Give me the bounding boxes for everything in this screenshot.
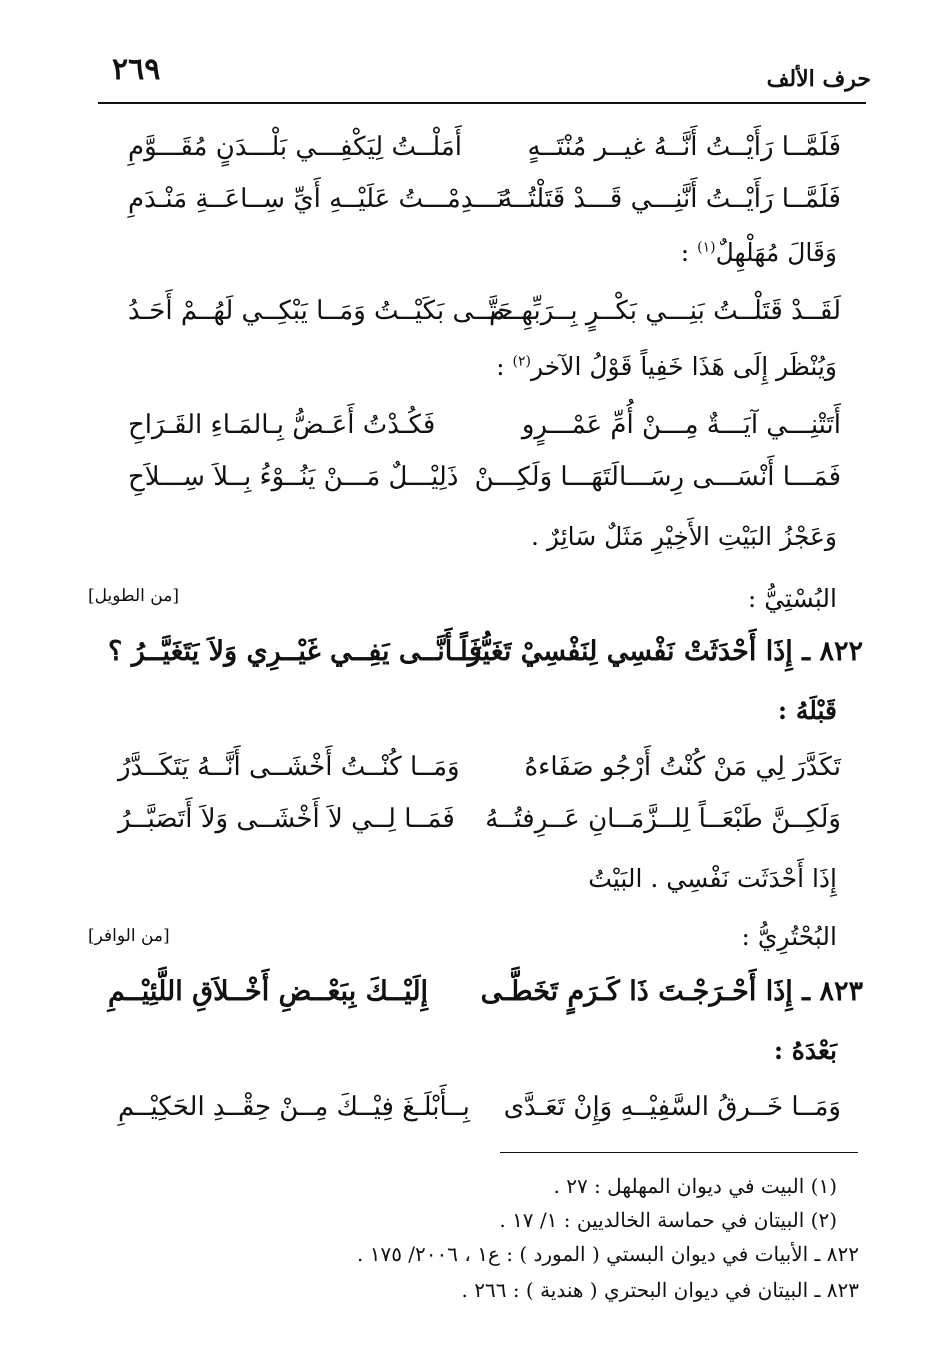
verse-6-second-hemistich: وَمَــا كُنْــتُ أَخْشَــى أَنَّــهُ يَتَكَــدَّرُ (118, 752, 460, 782)
footnote-ref-1: (١) (697, 239, 716, 256)
verse-5-second-hemistich: ذَلِيْـــلٌ مَـــنْ يَنُــوْءُ بِــلاَ سِـــلاَحِ (128, 462, 459, 492)
intro-other-poet-text: وَيُنْظَر إِلَى هَذَا خَفِياً قَوْلُ الآخر (530, 352, 837, 381)
footnote-rule (500, 1152, 858, 1153)
verse-822-first-hemistich: ٨٢٢ ـ إِذَا أَحْدَثَتْ نَفْسِي لِنَفْسِيْ تَغَيُّرَاً (460, 636, 863, 667)
before-label: قَبْلَهُ : (777, 696, 837, 725)
intro-other-poet-colon: : (496, 352, 513, 381)
verse-3-first-hemistich: لَقَــدْ قَتَلْــتُ بَنِـــي بَكْــرٍ بِــرَبِّهِــم (488, 296, 841, 326)
verse-8-second-hemistich: بِــأَبْلَـغَ فِيْــكَ مِــنْ حِقْــدِ الحَكِيْــمِ (118, 1092, 470, 1122)
poet-bustti-label: البُسْتِيُّ : (747, 584, 837, 613)
verse-7-first-hemistich: وَلَكِــنَّ طَبْعَــاً لِلــزَّمَــانِ عَــرِفتُــهُ (485, 804, 841, 834)
verse-822-second-hemistich: فَــأَنَّــى يَفِــي غَيْــرِي وَلاَ يَتَغَيَّــرُ ؟ (108, 636, 482, 667)
chapter-header-title: حرف الألف (766, 66, 871, 92)
verse-4-first-hemistich: أَتَتْنِـــي آيَـــةٌ مِـــنْ أُمِّ عَمْـــرٍو (521, 410, 841, 440)
footnote-ref-2: (٢) (512, 353, 531, 370)
intro-muhalhil (681, 238, 837, 267)
verse-2-second-hemistich: نَـــدِمْـــتُ عَلَيْــهِ أَيِّ سِــاعَــةِ مَنْـدَمِ (128, 184, 505, 214)
verse-8-first-hemistich: وَمَــا خَــرقُ السَّفِيْــهِ وَإِنْ تَعَـدَّى (503, 1092, 841, 1122)
verse-1-first-hemistich: فَلَمَّــا رَأَيْــتُ أَنَّــهُ غيــر مُنْتَــهٍ (527, 132, 841, 162)
verse-7-second-hemistich: فَمَــا لِــي لاَ أَخْشَــى وَلاَ أَتَصَبَّــرُ (118, 804, 455, 834)
verse-823-second-hemistich: إِلَيْــكَ بِبَعْــضِ أَخْــلاَقِ اللَّئِيْــمِ (108, 976, 429, 1007)
proverb-note: وَعَجْزُ البَيْتِ الأَخِيْرِ مَثَلٌ سَائِرٌ . (531, 522, 837, 551)
footnote-822: ٨٢٢ ـ الأبيات في ديوان البستي ( المورد ) : ع١ ، ٢٠٠٦/ ١٧٥ . (356, 1242, 859, 1266)
footnote-2: (٢) البيتان في حماسة الخالديين : ١/ ١٧ . (499, 1208, 837, 1232)
intro-other-poet (496, 352, 837, 381)
footnote-823: ٨٢٣ ـ البيتان في ديوان البحتري ( هندية ) : ٢٦٦ . (461, 1278, 859, 1302)
header-rule (98, 102, 866, 104)
after-label: بَعْدَهُ : (773, 1036, 837, 1065)
intro-muhalhil-text: وَقَالَ مُهَلْهِلٌ (715, 238, 837, 267)
poet-buhturi-label: البُحْتُرِيُّ : (741, 922, 837, 951)
verse-3-second-hemistich: حَتَّــى بَكَيْــتُ وَمَــا يَبْكِــي لَهُــمْ أَحَـدُ (128, 296, 514, 326)
meter-wafir-label: [من الوافر] (88, 926, 170, 946)
verse-1-second-hemistich: أَمَلْــتُ لِيَكْفِـــي بَلْـــدَنٍ مُقَـــوَّمِ (128, 132, 463, 162)
intro-muhalhil-colon: : (680, 238, 698, 267)
page-number: ٢٦٩ (112, 52, 161, 87)
verse-6-first-hemistich: تَكَدَّرَ لِي مَنْ كُنْتُ أَرْجُو صَفَاءهُ (524, 752, 841, 782)
verse-2-first-hemistich: فَلَمَّــا رَأَيْــتُ أَنَّنِـــي قَـــدْ قَتَلْتُــهُ (499, 184, 841, 214)
verse-823-first-hemistich: ٨٢٣ ـ إِذَا أَحْـرَجْـتَ ذَا كَـرَمٍ تَخَطَّـى (480, 976, 863, 1007)
verse-4-second-hemistich: فَكُـدْتُ أَعَـضُّ بِـالمَـاءِ القَـرَاحِ (128, 410, 436, 440)
footnote-1: (١) البيت في ديوان المهلهل : ٢٧ . (553, 1174, 837, 1198)
verse-reference-note: إِذَا أَحْدَثَت نَفْسِي . البَيْتُ (588, 864, 837, 893)
meter-tawil-label: [من الطويل] (88, 586, 179, 606)
verse-5-first-hemistich: فَمَـــا أَنْسَـــى رِسَـــالَتَهَـــا وَلَكِـــنْ (474, 462, 841, 492)
